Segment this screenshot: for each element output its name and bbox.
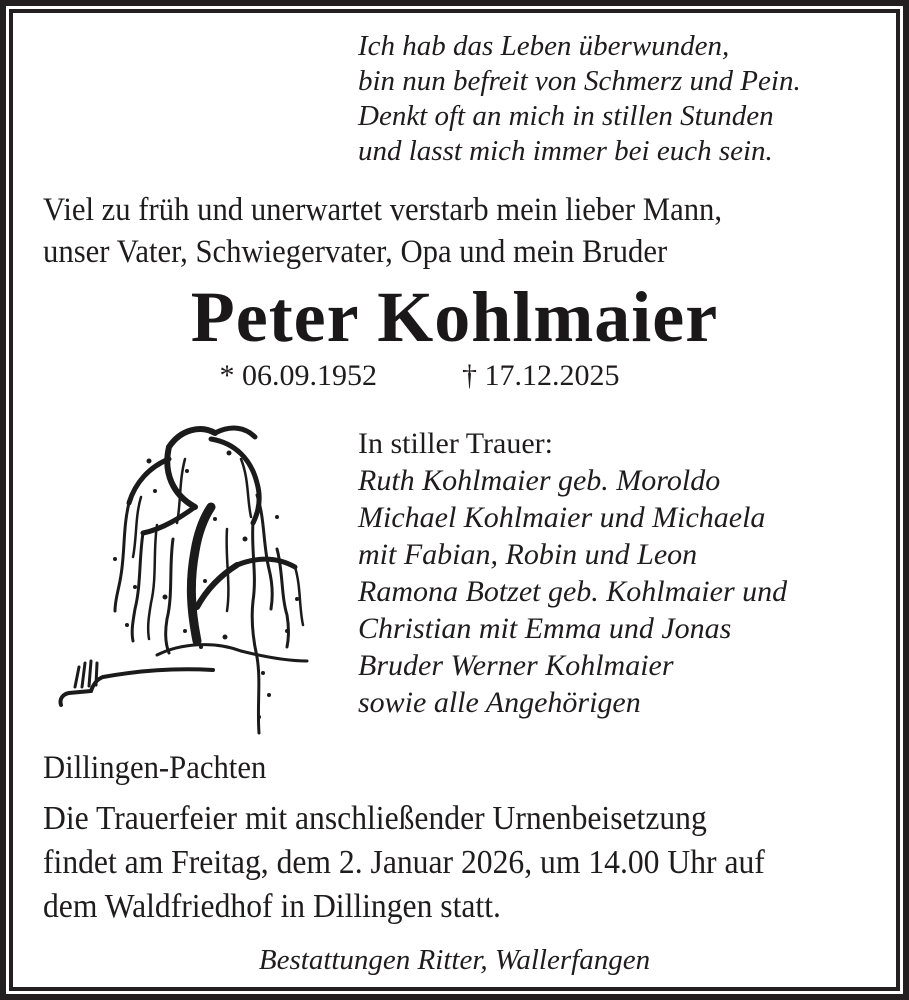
mourner-line: Michael Kohlmaier und Michaela xyxy=(358,500,766,534)
funeral-line: dem Waldfriedhof in Dillingen statt. xyxy=(43,887,501,925)
birth-date: * 06.09.1952 xyxy=(219,358,377,392)
city-label: Dillingen-Pachten xyxy=(43,749,267,786)
mourner-line: Ramona Botzet geb. Kohlmaier und xyxy=(358,574,788,608)
undertaker-line: Bestattungen Ritter, Wallerfangen xyxy=(258,943,651,976)
death-date: † 17.12.2025 xyxy=(462,358,620,392)
obituary-notice xyxy=(9,9,900,991)
mourner-line: sowie alle Angehörigen xyxy=(358,685,641,719)
middle-section xyxy=(43,399,866,739)
funeral-details xyxy=(43,797,808,929)
mourner-line: Christian mit Emma und Jonas xyxy=(358,611,732,645)
poem-line: Ich hab das Leben überwunden, xyxy=(358,30,730,62)
deceased-name: Peter Kohlmaier xyxy=(190,277,719,357)
life-dates xyxy=(43,357,866,395)
funeral-line: findet am Freitag, dem 2. Januar 2026, um 14.00 Uhr auf xyxy=(43,843,765,881)
funeral-line: Die Trauerfeier mit anschließender Urnenbeisetzung xyxy=(43,799,707,837)
announcement-line: Viel zu früh und unerwartet verstarb mein lieber Mann, xyxy=(43,192,723,228)
memorial-poem xyxy=(358,29,866,169)
announcement-line: unser Vater, Schwiegervater, Opa und mein Bruder xyxy=(43,234,668,270)
poem-line: Denkt oft an mich in stillen Stunden xyxy=(358,100,774,132)
mourner-line: Bruder Werner Kohlmaier xyxy=(358,648,674,682)
mourner-line: mit Fabian, Robin und Leon xyxy=(358,537,698,571)
willow-tree-illustration xyxy=(43,399,358,739)
mourning-heading: In stiller Trauer: xyxy=(358,426,553,460)
poem-line: und lasst mich immer bei euch sein. xyxy=(358,135,773,167)
poem-line: bin nun befreit von Schmerz und Pein. xyxy=(358,65,801,97)
mourning-list xyxy=(358,425,787,739)
mourner-line: Ruth Kohlmaier geb. Moroldo xyxy=(358,463,721,497)
announcement-text xyxy=(43,189,808,273)
weeping-willow-icon xyxy=(45,399,347,739)
